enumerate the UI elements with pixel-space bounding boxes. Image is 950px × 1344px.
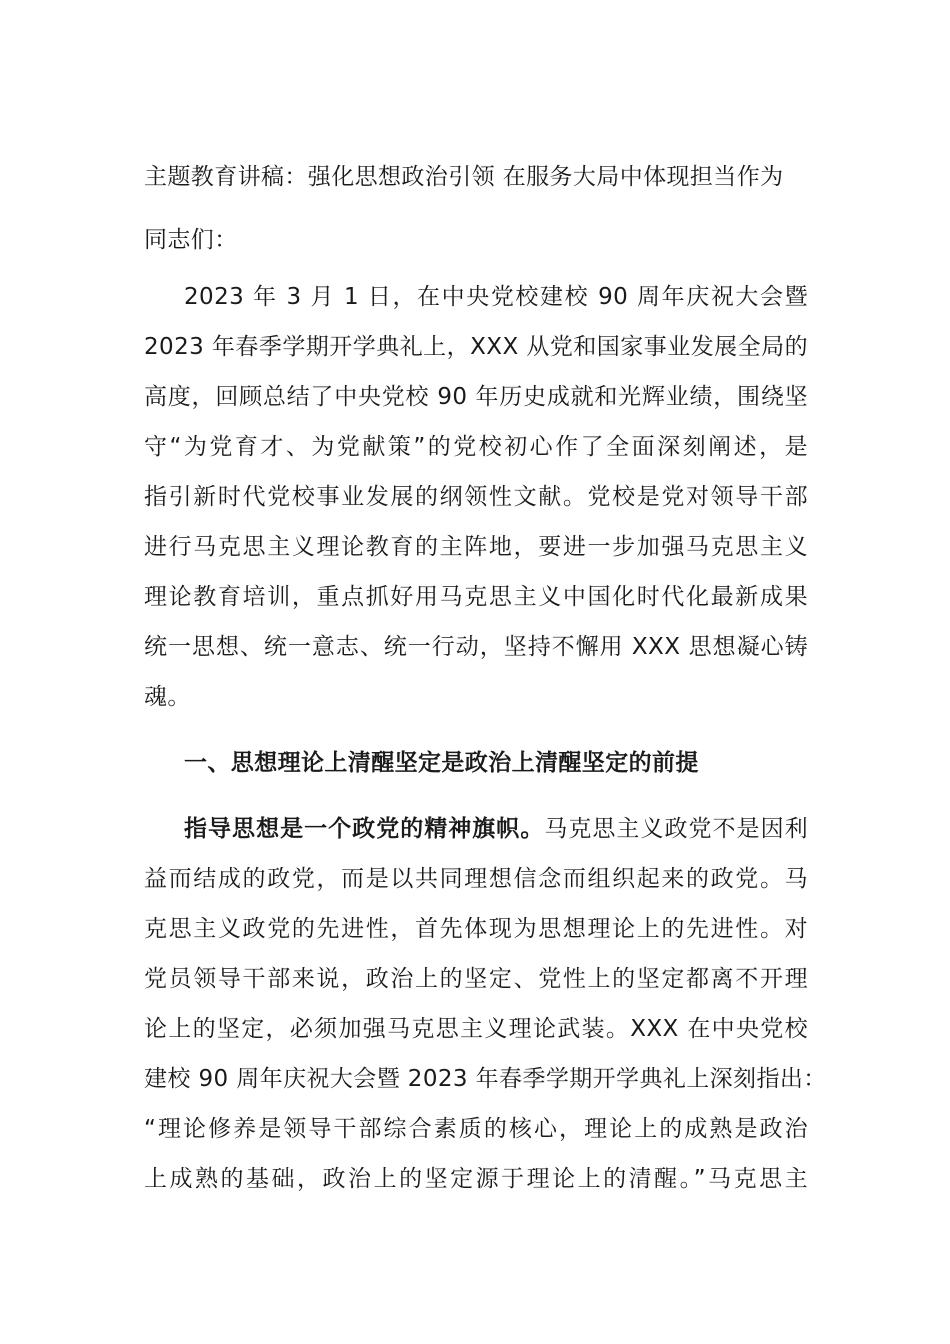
paragraph-line: 进行马克思主义理论教育的主阵地，要进一步加强马克思主义 (144, 534, 808, 560)
paragraph-line: 统一思想、统一意志、统一行动，坚持不懈用 XXX 思想凝心铸 (144, 634, 808, 660)
document-title: 主题教育讲稿：强化思想政治引领 在服务大局中体现担当作为 (144, 164, 784, 190)
line-text: 马克思主义政党不是因利 (544, 816, 808, 842)
paragraph-line: 2023 年 3 月 1 日，在中央党校建校 90 周年庆祝大会暨 (184, 284, 808, 310)
paragraph-line: 魂。 (144, 684, 191, 710)
document-page (144, 152, 827, 1204)
paragraph-guiding-thought (144, 804, 827, 1204)
paragraph-line (144, 804, 808, 854)
paragraph-line: “理论修养是领导干部综合素质的核心，理论上的成熟是政治 (144, 1116, 808, 1142)
paragraph-line: 指引新时代党校事业发展的纲领性文献。党校是党对领导干部 (144, 484, 808, 510)
section-heading-1: 一、思想理论上清醒坚定是政治上清醒坚定的前提 (184, 750, 699, 776)
paragraph-intro (144, 272, 808, 722)
paragraph-line: 理论教育培训，重点抓好用马克思主义中国化时代化最新成果 (144, 584, 808, 610)
paragraph-line: 守“为党育才、为党献策”的党校初心作了全面深刻阐述，是 (144, 434, 808, 460)
paragraph-line: 克思主义政党的先进性，首先体现为思想理论上的先进性。对 (144, 916, 808, 942)
lead-sentence: 指导思想是一个政党的精神旗帜。 (184, 816, 545, 842)
paragraph-line: 建校 90 周年庆祝大会暨 2023 年春季学期开学典礼上深刻指出： (144, 1066, 827, 1092)
paragraph-line: 益而结成的政党，而是以共同理想信念而组织起来的政党。马 (144, 866, 808, 892)
paragraph-line: 上成熟的基础，政治上的坚定源于理论上的清醒。”马克思主 (144, 1166, 808, 1192)
paragraph-line: 2023 年春季学期开学典礼上，XXX 从党和国家事业发展全局的 (144, 334, 808, 360)
paragraph-line: 论上的坚定，必须加强马克思主义理论武装。XXX 在中央党校 (144, 1016, 808, 1042)
paragraph-line: 党员领导干部来说，政治上的坚定、党性上的坚定都离不开理 (144, 966, 808, 992)
greeting: 同志们： (144, 227, 238, 253)
paragraph-line: 高度，回顾总结了中央党校 90 年历史成就和光辉业绩，围绕坚 (144, 384, 808, 410)
